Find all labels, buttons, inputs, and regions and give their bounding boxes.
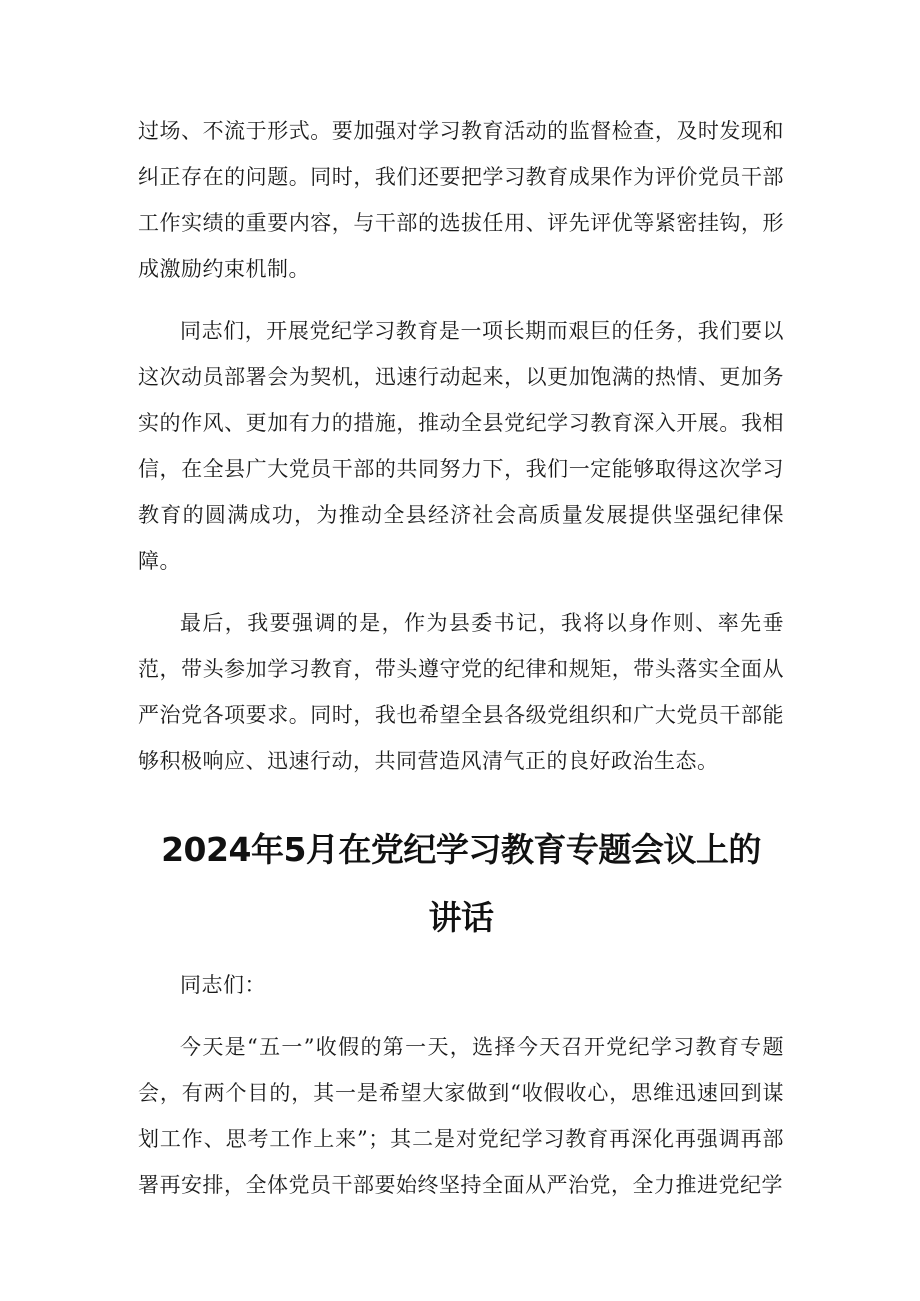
speech-title-line-2: 讲话 xyxy=(428,898,494,937)
speech-title-line-1: 2024年5月在党纪学习教育专题会议上的 xyxy=(161,830,761,869)
paragraph-gap xyxy=(138,292,784,308)
paragraph-continued: 过场、不流于形式。要加强对学习教育活动的监督检查，及时发现和纠正存在的问题。同时，我们还要把学习教育成果作为评价党员干部工作实绩的重要内容，与干部的选拔任用、评先评优等紧密挂钩，形成激励约束机制。 xyxy=(138,119,784,281)
speech-title xyxy=(138,816,784,952)
paragraph-comrades: 同志们，开展党纪学习教育是一项长期而艰巨的任务，我们要以这次动员部署会为契机，迅速行动起来，以更加饱满的热情、更加务实的作风、更加有力的措施，推动全县党纪学习教育深入开展。我相信，在全县广大党员干部的共同努力下，我们一定能够取得这次学习教育的圆满成功，为推动全县经济社会高质量发展提供坚强纪律保障。 xyxy=(138,319,784,573)
paragraph-today: 今天是“五一”收假的第一天，选择今天召开党纪学习教育专题会，有两个目的，其一是希望大家做到“收假收心，思维迅速回到谋划工作、思考工作上来”；其二是对党纪学习教育再深化再强调再部署再安排，全体党员干部要始终坚持全面从严治党，全力推进党纪学 xyxy=(138,1035,784,1197)
paragraph-finally: 最后，我要强调的是，作为县委书记，我将以身作则、率先垂范，带头参加学习教育，带头遵守党的纪律和规矩，带头落实全面从严治党各项要求。同时，我也希望全县各级党组织和广大党员干部能够积极响应、迅速行动，共同营造风清气正的良好政治生态。 xyxy=(138,611,784,773)
paragraph-gap xyxy=(138,584,784,600)
document-body xyxy=(138,108,784,1208)
paragraph-gap xyxy=(138,1008,784,1024)
salutation: 同志们： xyxy=(180,973,266,997)
